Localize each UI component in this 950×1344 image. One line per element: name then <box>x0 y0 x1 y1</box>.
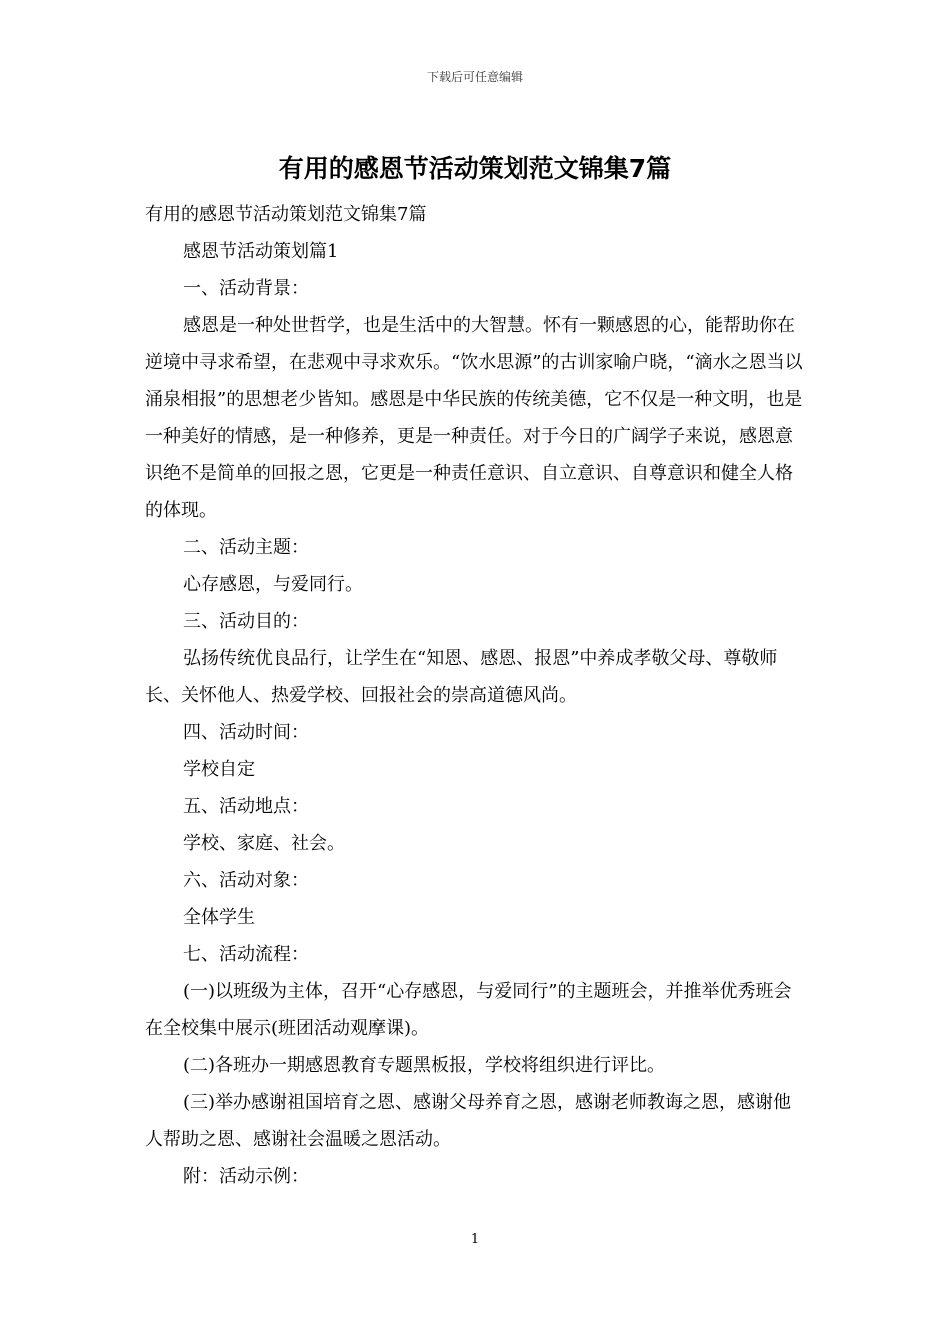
paragraph-heading-background: 一、活动背景： <box>183 278 309 299</box>
paragraph-audience-text: 全体学生 <box>183 907 255 928</box>
paragraph-theme-text: 心存感恩，与爱同行。 <box>183 574 363 595</box>
paragraph-heading-audience: 六、活动对象： <box>183 870 309 891</box>
paragraph-section-heading: 感恩节活动策划篇1 <box>183 241 339 262</box>
paragraph-heading-purpose: 三、活动目的： <box>183 611 309 632</box>
paragraph-appendix-heading: 附：活动示例： <box>183 1166 309 1187</box>
paragraph-subtitle: 有用的感恩节活动策划范文锦集7篇 <box>145 204 427 225</box>
paragraph-time-text: 学校自定 <box>183 759 255 780</box>
paragraph-heading-theme: 二、活动主题： <box>183 537 309 558</box>
paragraph-process-item-2: (二)各班办一期感恩教育专题黑板报，学校将组织进行评比。 <box>183 1055 666 1076</box>
document-title: 有用的感恩节活动策划范文锦集7篇 <box>278 154 672 183</box>
paragraph-process-item-1: (一)以班级为主体，召开“心存感恩，与爱同行”的主题班会，并推举优秀班会在全校集中展示(班团活动观摩课)。 <box>145 981 792 1039</box>
paragraph-heading-time: 四、活动时间： <box>183 722 309 743</box>
paragraph-heading-location: 五、活动地点： <box>183 796 309 817</box>
page-number: 1 <box>470 1232 480 1247</box>
paragraph-location-text: 学校、家庭、社会。 <box>183 833 345 854</box>
paragraph-process-item-3: (三)举办感谢祖国培育之恩、感谢父母养育之恩，感谢老师教诲之恩，感谢他人帮助之恩、感谢社会温暖之恩活动。 <box>145 1092 792 1150</box>
paragraph-purpose-text: 弘扬传统优良品行，让学生在“知恩、感恩、报恩”中养成孝敬父母、尊敬师长、关怀他人、热爱学校、回报社会的崇高道德风尚。 <box>145 648 778 706</box>
paragraph-background-text: 感恩是一种处世哲学，也是生活中的大智慧。怀有一颗感恩的心，能帮助你在逆境中寻求希望，在悲观中寻求欢乐。“饮水思源”的古训家喻户晓，“滴水之恩当以涌泉相报”的思想老少皆知。感恩是中华民族的传统美德，它不仅是一种文明，也是一种美好的情感，是一种修养，更是一种责任。对于今日的广阔学子来说，感恩意识绝不是简单的回报之恩，它更是一种责任意识、自立意识、自尊意识和健全人格的体现。 <box>145 315 803 521</box>
page-header-note: 下载后可任意编辑 <box>426 70 523 84</box>
paragraph-heading-process: 七、活动流程： <box>183 944 309 965</box>
document-body <box>145 196 807 1195</box>
